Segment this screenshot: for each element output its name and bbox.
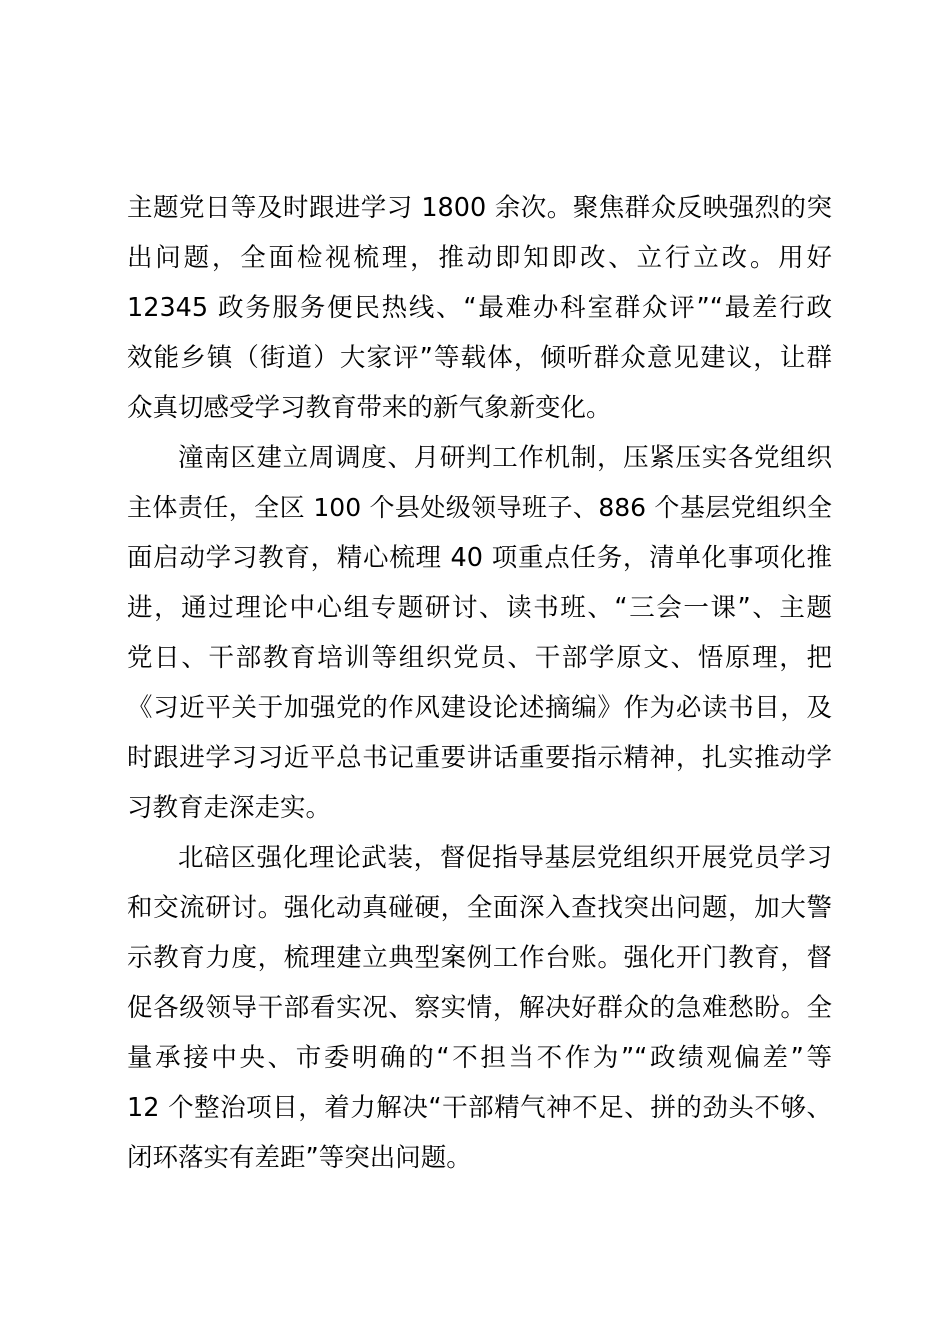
text-line: 众真切感受学习教育带来的新气象新变化。 (127, 393, 612, 423)
text-line: 潼南区建立周调度、月研判工作机制，压紧压实各党组织 (178, 443, 832, 473)
text-line: 12345 政务服务便民热线、“最难办科室群众评”“最差行政 (127, 293, 832, 323)
text-line: 示教育力度，梳理建立典型案例工作台账。强化开门教育，督 (127, 943, 832, 973)
text-line: 《习近平关于加强党的作风建设论述摘编》作为必读书目，及 (127, 693, 832, 723)
body-text (127, 183, 832, 1183)
text-line: 效能乡镇（街道）大家评”等载体，倾听群众意见建议，让群 (127, 343, 832, 373)
text-line: 量承接中央、市委明确的“不担当不作为”“政绩观偏差”等 (127, 1043, 832, 1073)
text-line: 主体责任，全区 100 个县处级领导班子、886 个基层党组织全 (127, 493, 832, 522)
text-line: 主题党日等及时跟进学习 1800 余次。聚焦群众反映强烈的突 (127, 193, 832, 223)
text-line: 和交流研讨。强化动真碰硬，全面深入查找突出问题，加大警 (127, 893, 832, 923)
paragraph-study-activities (127, 183, 832, 433)
text-line: 时跟进学习习近平总书记重要讲话重要指示精神，扎实推动学 (127, 743, 832, 773)
paragraph-tongnan-district (127, 433, 832, 833)
text-line: 12 个整治项目，着力解决“干部精气神不足、拼的劲头不够、 (127, 1093, 832, 1123)
text-line: 北碚区强化理论武装，督促指导基层党组织开展党员学习 (178, 843, 832, 873)
text-line: 习教育走深走实。 (127, 793, 332, 823)
text-line: 进，通过理论中心组专题研讨、读书班、“三会一课”、主题 (127, 593, 832, 623)
text-line: 闭环落实有差距”等突出问题。 (127, 1143, 472, 1173)
text-line: 出问题，全面检视梳理，推动即知即改、立行立改。用好 (127, 243, 832, 273)
paragraph-beibei-district (127, 833, 832, 1183)
text-line: 党日、干部教育培训等组织党员、干部学原文、悟原理，把 (127, 643, 832, 673)
text-line: 促各级领导干部看实况、察实情，解决好群众的急难愁盼。全 (127, 993, 832, 1023)
text-line: 面启动学习教育，精心梳理 40 项重点任务，清单化事项化推 (127, 543, 832, 573)
